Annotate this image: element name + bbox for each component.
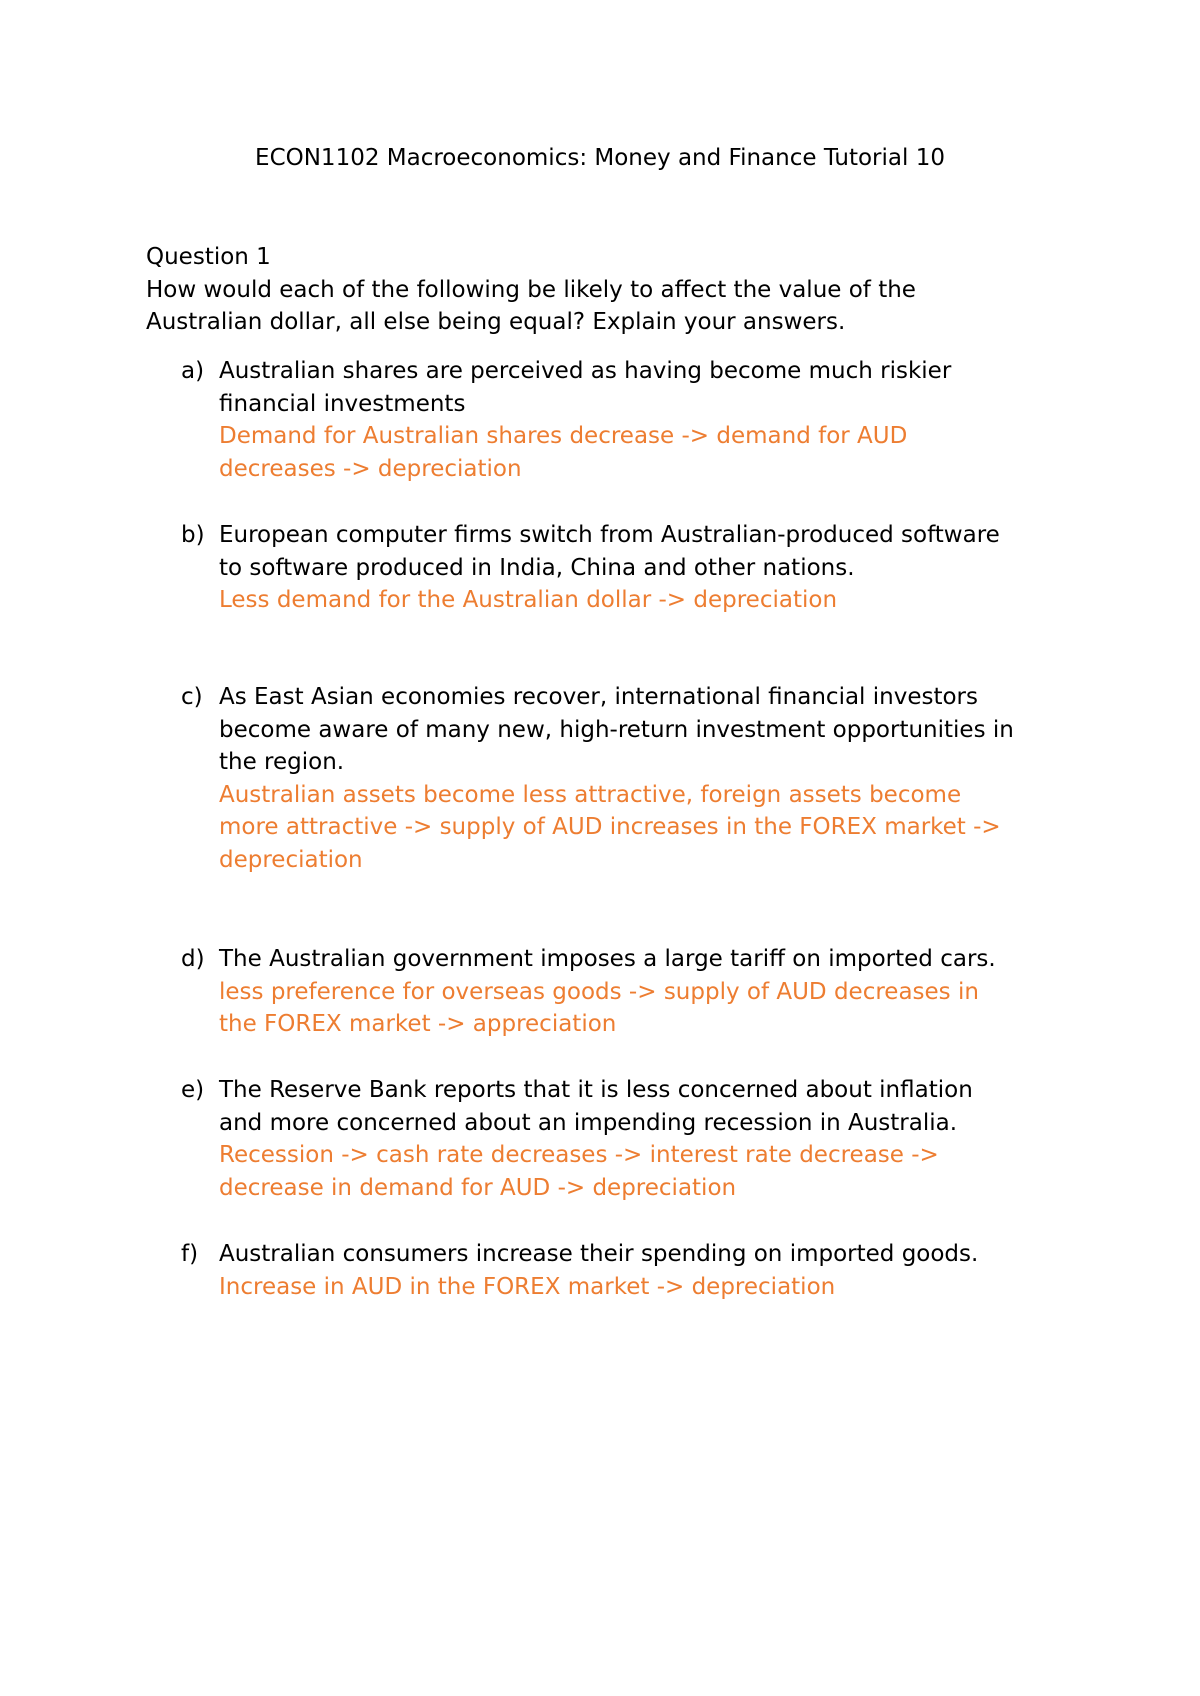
item-question-line: Australian consumers increase their spending on imported goods.	[219, 1241, 979, 1267]
item-answer-line: Increase in AUD in the FOREX market -> depreciation	[219, 1273, 836, 1300]
question-text-line: How would each of the following be likely to affect the value of the	[146, 276, 916, 303]
list-marker: f)	[181, 1241, 199, 1267]
list-item-body	[219, 519, 1099, 617]
list-marker: d)	[181, 946, 205, 972]
item-question-line: The Australian government imposes a large tariff on imported cars.	[219, 946, 996, 972]
item-answer-line: less preference for overseas goods -> supply of AUD decreases in	[219, 978, 979, 1005]
item-question-line: and more concerned about an impending recession in Australia.	[219, 1109, 958, 1136]
item-answer-line: Less demand for the Australian dollar -> depreciation	[219, 587, 838, 614]
item-question-line: become aware of many new, high-return investment opportunities in	[219, 716, 1014, 743]
item-question-line: financial investments	[219, 390, 466, 417]
list-item-body	[219, 355, 1099, 485]
question-intro	[146, 241, 1106, 339]
list-item-body	[219, 943, 1099, 1041]
item-answer-line: depreciation	[219, 846, 363, 873]
item-answer-line: Recession -> cash rate decreases -> interest rate decrease ->	[219, 1142, 939, 1169]
item-question-line: European computer firms switch from Australian-produced software	[219, 522, 1000, 548]
question-heading: Question 1	[146, 244, 271, 270]
list-marker: a)	[181, 358, 205, 384]
document-title: ECON1102 Macroeconomics: Money and Finance Tutorial 10	[255, 145, 945, 171]
list-item-body	[219, 1238, 1099, 1303]
list-item-body	[219, 681, 1099, 877]
item-answer-line: more attractive -> supply of AUD increases in the FOREX market ->	[219, 814, 1001, 841]
list-marker: b)	[181, 522, 205, 548]
question-text-line: Australian dollar, all else being equal? Explain your answers.	[146, 309, 846, 336]
item-answer-line: decrease in demand for AUD -> depreciation	[219, 1174, 737, 1201]
item-question-line: to software produced in India, China and other nations.	[219, 554, 855, 581]
item-answer-line: Australian assets become less attractive, foreign assets become	[219, 781, 962, 808]
item-answer-line: Demand for Australian shares decrease -> demand for AUD	[219, 423, 908, 450]
item-question-line: As East Asian economies recover, international financial investors	[219, 684, 978, 710]
list-marker: e)	[181, 1077, 205, 1103]
item-answer-line: decreases -> depreciation	[219, 455, 522, 482]
list-marker: c)	[181, 684, 203, 710]
item-answer-line: the FOREX market -> appreciation	[219, 1011, 617, 1038]
item-question-line: the region.	[219, 749, 345, 776]
list-item-body	[219, 1074, 1099, 1204]
item-question-line: Australian shares are perceived as having become much riskier	[219, 358, 952, 384]
item-question-line: The Reserve Bank reports that it is less concerned about inflation	[219, 1077, 973, 1103]
